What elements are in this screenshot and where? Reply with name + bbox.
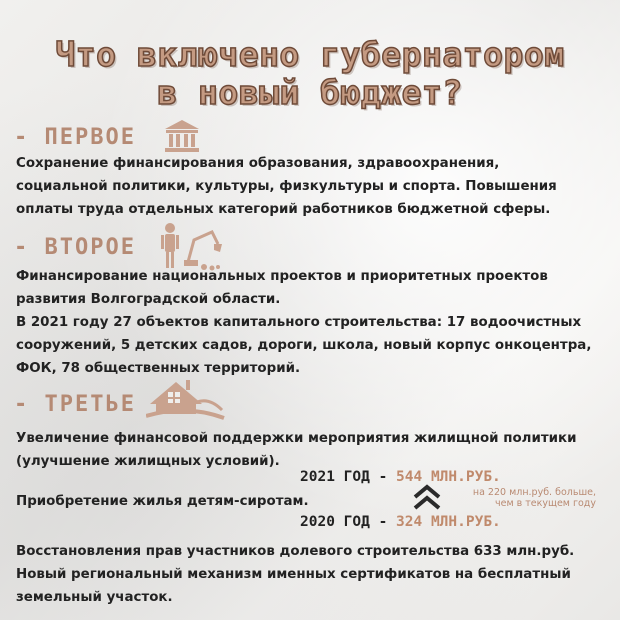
section-second-line-4: сооружений, 5 детских садов, дороги, школа, новый корпус онкоцентра, xyxy=(16,338,592,353)
orphans-housing-text: Приобретение жилья детям-сиротам. xyxy=(16,494,309,509)
footer-line-3: земельный участок. xyxy=(16,590,173,605)
title-line-1: Что включено губернатором xyxy=(55,35,565,74)
title-line-2: в новый бюджет? xyxy=(157,73,463,112)
house-icon xyxy=(146,376,226,424)
bank-icon xyxy=(163,118,201,154)
section-second-line-2: развития Волгоградской области. xyxy=(16,292,281,307)
section-first-line-1: Сохранение финансирования образования, здравоохранения, xyxy=(16,156,500,171)
year-2020-row xyxy=(300,514,501,530)
year-2021-label: 2021 ГОД - xyxy=(300,469,397,485)
year-2020-amount: 324 МЛН.РУБ. xyxy=(396,514,501,530)
section-second-line-5: ФОК, 78 общественных территорий. xyxy=(16,361,301,376)
double-chevron-up-icon xyxy=(412,484,442,510)
section-second-line-1: Финансирование национальных проектов и приоритетных проектов xyxy=(16,269,548,284)
section-second-heading: - ВТОРОЕ xyxy=(14,235,136,260)
section-third-line-1: Увеличение финансовой поддержки мероприятия жилищной политики xyxy=(16,431,577,446)
year-2021-row xyxy=(300,469,501,485)
section-second-line-3: В 2021 году 27 объектов капитального строительства: 17 водоочистных xyxy=(16,315,582,330)
increase-note-line-2: чем в текущем году xyxy=(495,498,596,509)
increase-note-line-1: на 220 млн.руб. больше, xyxy=(472,487,596,498)
section-third-line-2: (улучшение жилищных условий). xyxy=(16,454,280,469)
increase-note xyxy=(448,487,596,509)
section-third-heading: - ТРЕТЬЕ xyxy=(14,392,136,417)
section-first-heading: - ПЕРВОЕ xyxy=(14,125,136,150)
section-first-line-3: оплаты труда отдельных категорий работников бюджетной сферы. xyxy=(16,202,551,217)
year-2020-label: 2020 ГОД - xyxy=(300,514,397,530)
footer-line-2: Новый региональный механизм именных сертификатов на бесплатный xyxy=(16,567,571,582)
year-2021-amount: 544 МЛН.РУБ. xyxy=(396,469,501,485)
footer-line-1: Восстановления прав участников долевого строительства 633 млн.руб. xyxy=(16,544,575,559)
section-first-line-2: социальной политики, культуры, физкультуры и спорта. Повышения xyxy=(16,179,557,194)
